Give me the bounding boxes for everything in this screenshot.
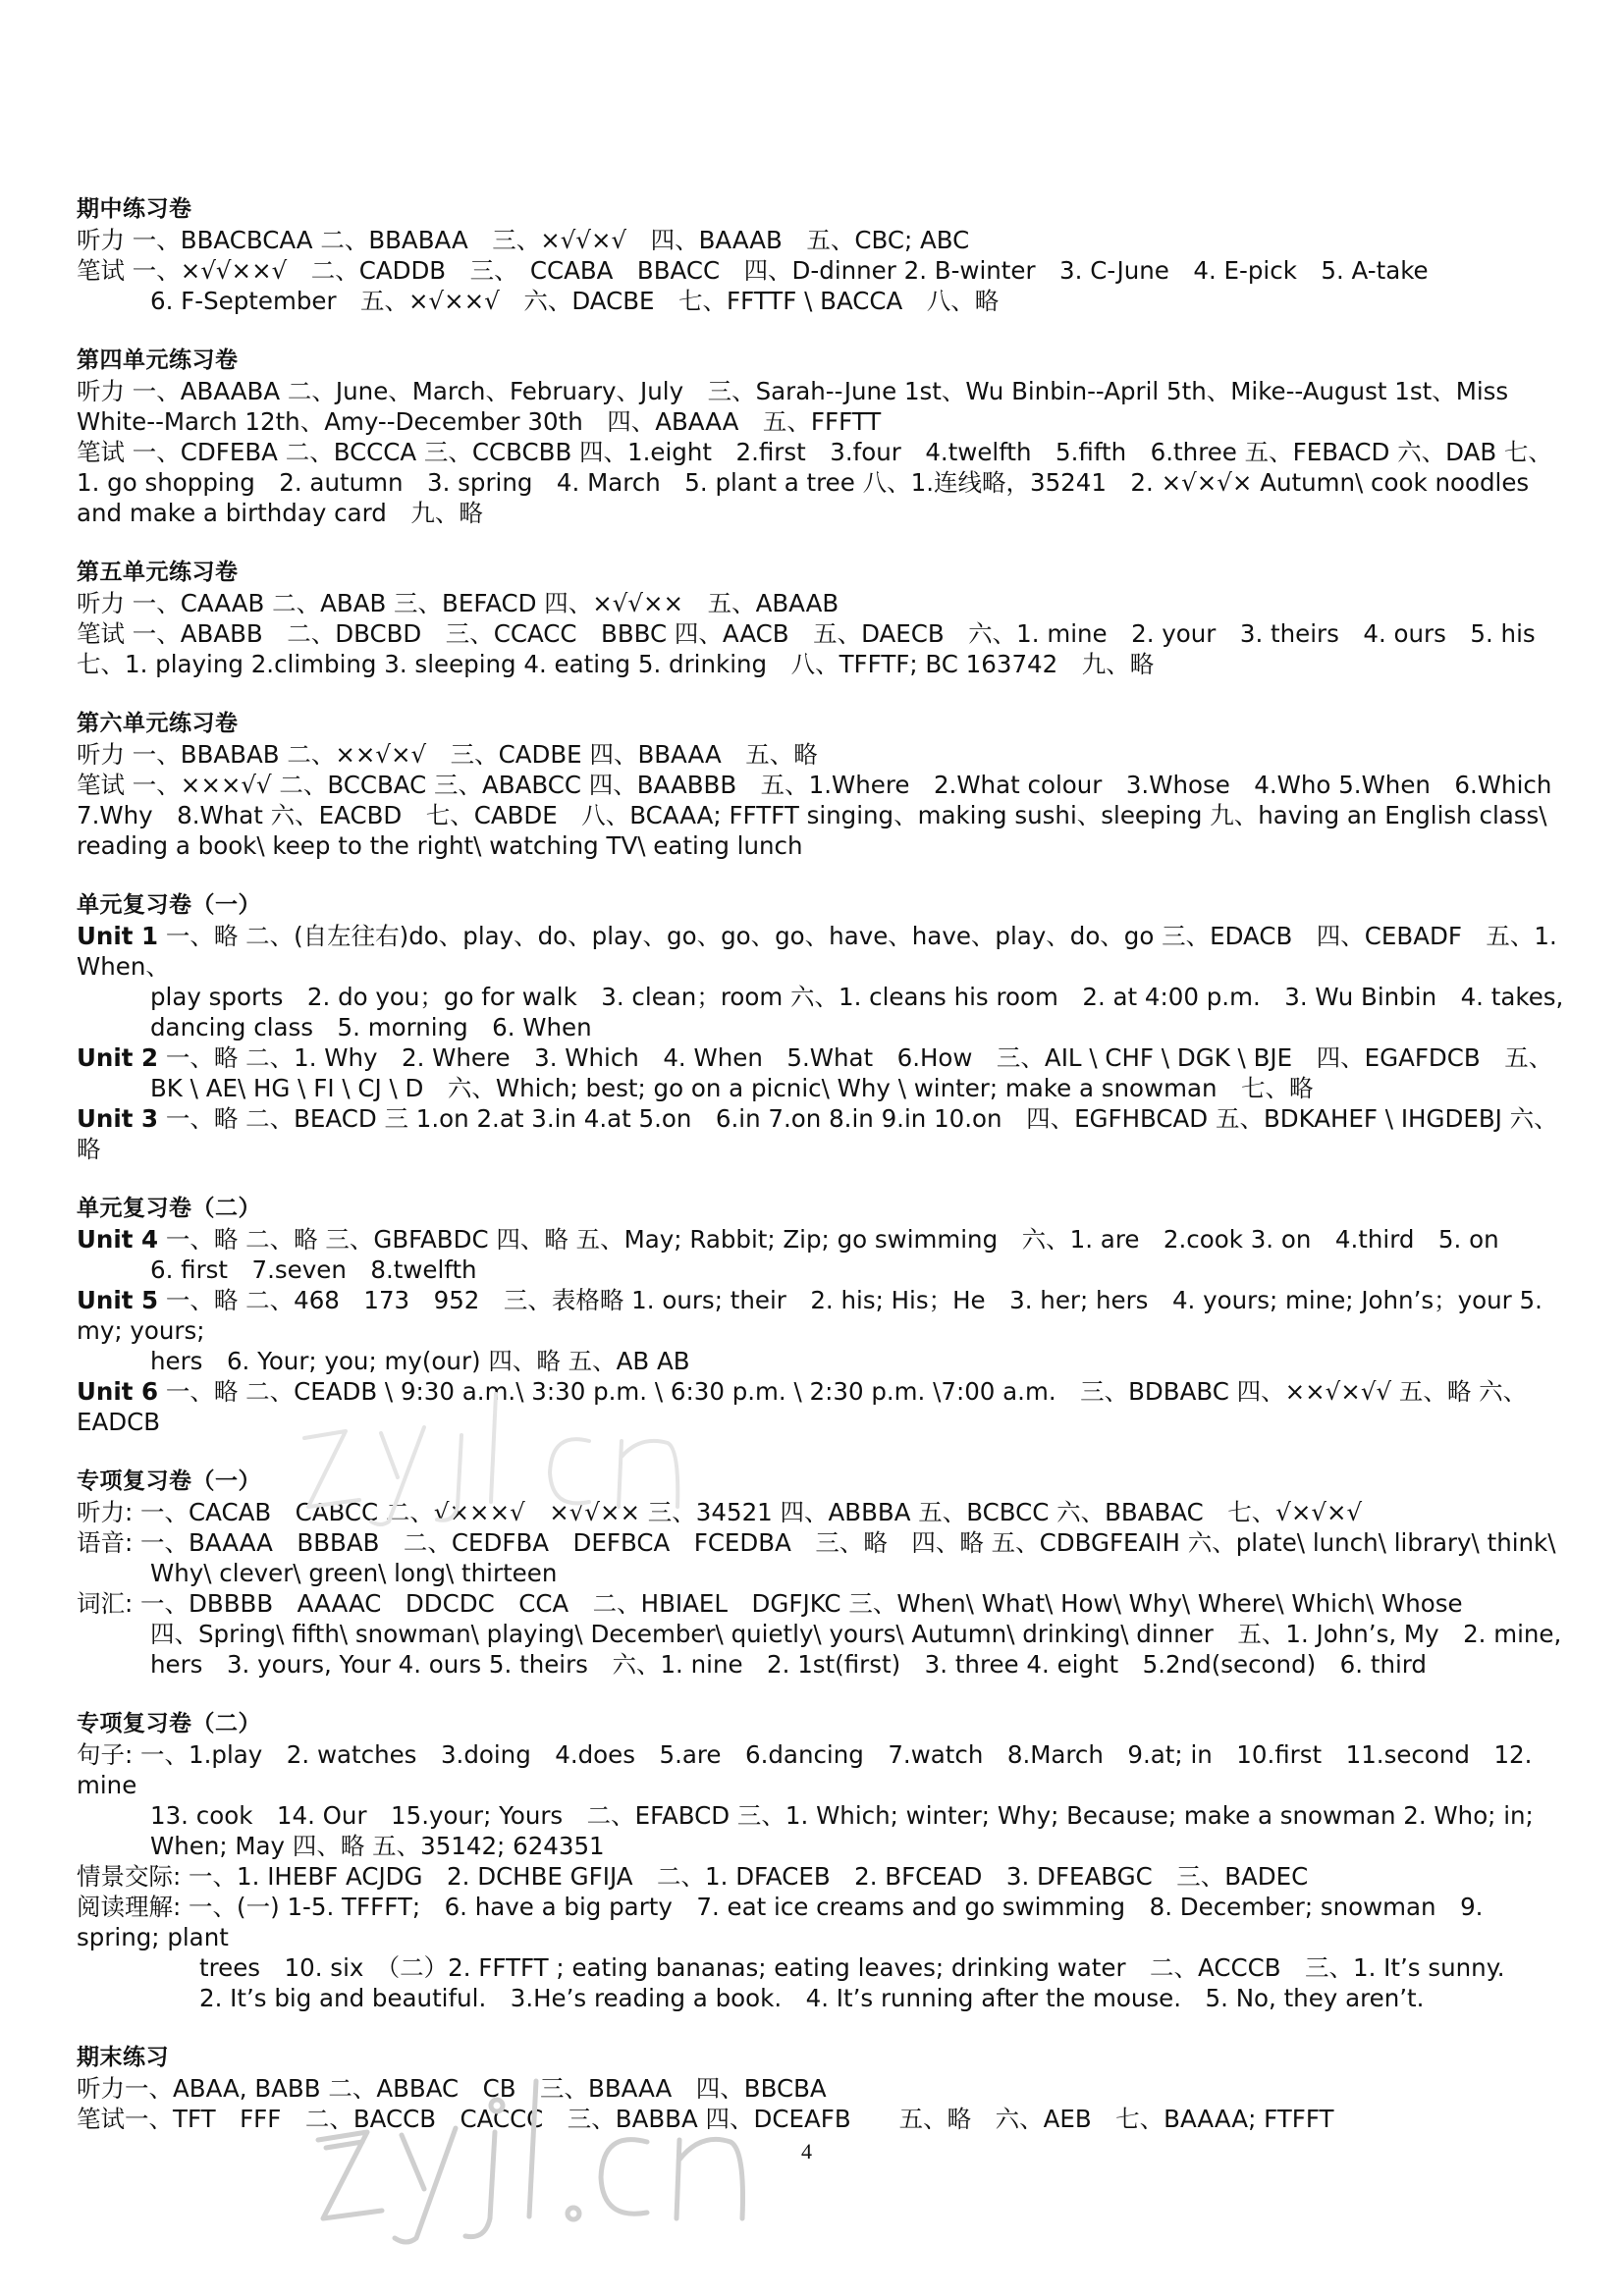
unit-label: Unit 1 [77, 922, 159, 950]
answer-text: 一、略 二、(自左往右)do、play、do、play、go、go、go、have、have、play、do、go 三、EDACB 四、CEBADF 五、1. When、 [77, 922, 1557, 981]
answer-line [77, 437, 1569, 528]
answer-text: 阅读理解: 一、(一) 1-5. TFFFT; 6. have a big party 7. eat ice creams and go swimming 8. December; snowman 9. spring; plant [77, 1893, 1484, 1951]
section-title: 单元复习卷（二） [77, 1196, 261, 1221]
answer-section [77, 558, 1569, 679]
unit-label: Unit 5 [77, 1286, 159, 1314]
answer-text: 2. It’s big and beautiful. 3.He’s reading a book. 4. It’s running after the mouse. 5. No, they aren’t. [199, 1984, 1425, 2012]
unit-label: Unit 4 [77, 1225, 159, 1254]
answer-line [77, 1892, 1569, 1952]
answer-line [77, 1952, 1569, 1983]
section-title: 专项复习卷（二） [77, 1711, 261, 1736]
answer-line [77, 921, 1569, 982]
answer-text: 听力 一、BBACBCAA 二、BBABAA 三、×√√×√ 四、BAAAB 五、CBC; ABC [77, 226, 970, 254]
answer-text: 笔试 一、CDFEBA 二、BCCCA 三、CCBCBB 四、1.eight 2.first 3.four 4.twelfth 5.fifth 6.three 五、FEBACD 六、DAB 七、1. go shopping 2. autumn 3. spring 4. March 5. plant a tree 八、1.连线略，35241 2. ×√×√× Autumn\ cook noodles and make a birthday card 九、略 [77, 438, 1552, 527]
answer-text: 6. first 7.seven 8.twelfth [150, 1255, 477, 1284]
answer-text: 听力 一、ABAABA 二、June、March、February、July 三、Sarah--June 1st、Wu Binbin--April 5th、Mike--August 1st、Miss White--March 12th、Amy--December 30th 四、ABAAA 五、FFFTT [77, 377, 1509, 436]
unit-label: Unit 6 [77, 1377, 159, 1406]
answer-text: 语音: 一、BAAAA BBBAB 二、CEDFBA DEFBCA FCEDBA 三、略 四、略 五、CDBGFEAIH 六、plate\ lunch\ library\ think\ [77, 1528, 1556, 1557]
answer-text: 13. cook 14. Our 15.your; Yours 二、EFABCD 三、1. Which; winter; Why; Because; make a snowman 2. Who; in; When; May 四、略 五、35142; 624351 [150, 1801, 1534, 1860]
answer-line [77, 1073, 1569, 1103]
answer-text: 一、略 二、CEADB \ 9:30 a.m.\ 3:30 p.m. \ 6:30 p.m. \ 2:30 p.m. \7:00 a.m. 三、BDBABC 四、××√×√√ 五、略 六、EADCB [77, 1377, 1528, 1436]
answer-line [77, 1042, 1569, 1073]
answer-text: Why\ clever\ green\ long\ thirteen [150, 1559, 558, 1587]
section-title: 专项复习卷（一） [77, 1468, 261, 1494]
answer-line [77, 1619, 1569, 1680]
answer-line [77, 1588, 1569, 1619]
answer-text: 笔试 一、×√√××√ 二、CADDB 三、 CCABA BBACC 四、D-dinner 2. B-winter 3. C-June 4. E-pick 5. A-take [77, 256, 1429, 285]
page-number: 4 [801, 2139, 812, 2163]
answer-line [77, 1983, 1569, 2013]
answer-text: 一、略 二、略 三、GBFABDC 四、略 五、May; Rabbit; Zip; go swimming 六、1. are 2.cook 3. on 4.third 5. on [158, 1225, 1499, 1254]
answer-key-page [77, 194, 1569, 2163]
section-title: 期中练习卷 [77, 196, 192, 222]
watermark-logo-faint [295, 1384, 707, 1531]
section-title: 第四单元练习卷 [77, 347, 239, 373]
answer-text: trees 10. six （二）2. FFTFT ; eating bananas; eating leaves; drinking water 二、ACCCB 三、1. It’s sunny. [199, 1953, 1505, 1982]
answer-section [77, 1709, 1569, 2013]
answer-text: play sports 2. do you；go for walk 3. clean；room 六、1. cleans his room 2. at 4:00 p.m. 3. Wu Binbin 4. takes, dancing class 5. morning 6. When [150, 983, 1564, 1041]
answer-line [77, 982, 1569, 1042]
answer-text: 听力 一、BBABAB 二、××√×√ 三、CADBE 四、BBAAA 五、略 [77, 740, 818, 769]
answer-line [77, 618, 1569, 679]
answer-text: 情景交际: 一、1. IHEBF ACJDG 2. DCHBE GFIJA 二、1. DFACEB 2. BFCEAD 3. DFEABGC 三、BADEC [77, 1862, 1309, 1891]
answer-section [77, 709, 1569, 861]
answer-line [77, 286, 1569, 316]
section-title: 第五单元练习卷 [77, 560, 239, 585]
answer-line [77, 225, 1569, 255]
answer-section [77, 194, 1569, 316]
answer-line [77, 739, 1569, 770]
answer-line [77, 588, 1569, 618]
answer-line [77, 1285, 1569, 1346]
answer-section [77, 890, 1569, 1164]
answer-text: 6. F-September 五、×√××√ 六、DACBE 七、FFTTF \ BACCA 八、略 [150, 287, 1000, 315]
answer-text: 听力一、ABAA, BABB 二、ABBAC CB 三、BBAAA 四、BBCBA [77, 2074, 827, 2103]
answer-section [77, 346, 1569, 528]
answer-line [77, 2104, 1569, 2134]
answer-section [77, 2043, 1569, 2134]
answer-line [77, 1103, 1569, 1164]
answer-line [77, 1255, 1569, 1285]
answer-text: 词汇: 一、DBBBB AAAAC DDCDC CCA 二、HBIAEL DGFJKC 三、When\ What\ How\ Why\ Where\ Which\ Whose [77, 1589, 1463, 1618]
answer-line [77, 1558, 1569, 1588]
unit-label: Unit 2 [77, 1043, 159, 1072]
section-title: 第六单元练习卷 [77, 711, 239, 736]
answer-line [77, 1861, 1569, 1892]
answer-line [77, 1739, 1569, 1800]
answer-text: 听力 一、CAAAB 二、ABAB 三、BEFACD 四、×√√×× 五、ABAAB [77, 589, 839, 617]
answer-text: 笔试 一、ABABB 二、DBCBD 三、CCACC BBBC 四、AACB 五、DAECB 六、1. mine 2. your 3. theirs 4. ours 5. his 七、1. playing 2.climbing 3. sleeping 4. eating 5. drinking 八、TFFTF; BC 163742 九、略 [77, 619, 1536, 678]
answer-text: 四、Spring\ fifth\ snowman\ playing\ December\ quietly\ yours\ Autumn\ drinking\ dinner 五、1. John’s, My 2. mine, hers 3. yours, Your 4. ours 5. theirs 六、1. nine 2. 1st(first) 3. three 4. eight 5.2nd(second) 6. third [150, 1620, 1562, 1679]
answer-text: 笔试一、TFT FFF 二、BACCB CACCC 三、BABBA 四、DCEAFB 五、略 六、AEB 七、BAAAA; FTFFT [77, 2105, 1334, 2133]
answer-text: 一、略 二、BEACD 三 1.on 2.at 3.in 4.at 5.on 6.in 7.on 8.in 9.in 10.on 四、EGFHBCAD 五、BDKAHEF \ IHGDEBJ 六、略 [77, 1104, 1558, 1163]
watermark-logo [308, 2071, 770, 2248]
answer-line [77, 770, 1569, 861]
section-list [77, 194, 1569, 2134]
answer-text: hers 6. Your; you; my(our) 四、略 五、AB AB [150, 1347, 690, 1375]
unit-label: Unit 3 [77, 1104, 159, 1133]
answer-line [77, 2073, 1569, 2104]
answer-line [77, 1800, 1569, 1861]
answer-text: BK \ AE\ HG \ FI \ CJ \ D 六、Which; best; go on a picnic\ Why \ winter; make a snowman 七、略 [150, 1074, 1314, 1102]
answer-text: 一、略 二、1. Why 2. Where 3. Which 4. When 5.What 6.How 三、AIL \ CHF \ DGK \ BJE 四、EGAFDCB 五、 [158, 1043, 1553, 1072]
answer-line [77, 376, 1569, 437]
answer-text: 笔试 一、×××√√ 二、BCCBAC 三、ABABCC 四、BAABBB 五、1.Where 2.What colour 3.Whose 4.Who 5.When 6.Which 7.Why 8.What 六、EACBD 七、CABDE 八、BCAAA; FFTFT singing、making sushi、sleeping 九、having an English class\ reading a book\ keep to the right\ watching TV\ eating lunch [77, 771, 1552, 860]
answer-line [77, 255, 1569, 286]
answer-line [77, 1527, 1569, 1558]
answer-text: 一、略 二、468 173 952 三、表格略 1. ours; their 2. his; His；He 3. her; hers 4. yours; mine; John’s；your 5. my; yours; [77, 1286, 1543, 1345]
answer-line [77, 1224, 1569, 1255]
section-title: 期末练习 [77, 2045, 169, 2070]
answer-text: 听力: 一、CACAB CABCC 二、√×××√ ×√√×× 三、34521 四、ABBBA 五、BCBCC 六、BBABAC 七、√×√×√ [77, 1498, 1363, 1526]
answer-line [77, 1346, 1569, 1376]
answer-text: 句子: 一、1.play 2. watches 3.doing 4.does 5.are 6.dancing 7.watch 8.March 9.at; in 10.first 11.second 12. mine [77, 1740, 1533, 1799]
section-title: 单元复习卷（一） [77, 892, 261, 918]
